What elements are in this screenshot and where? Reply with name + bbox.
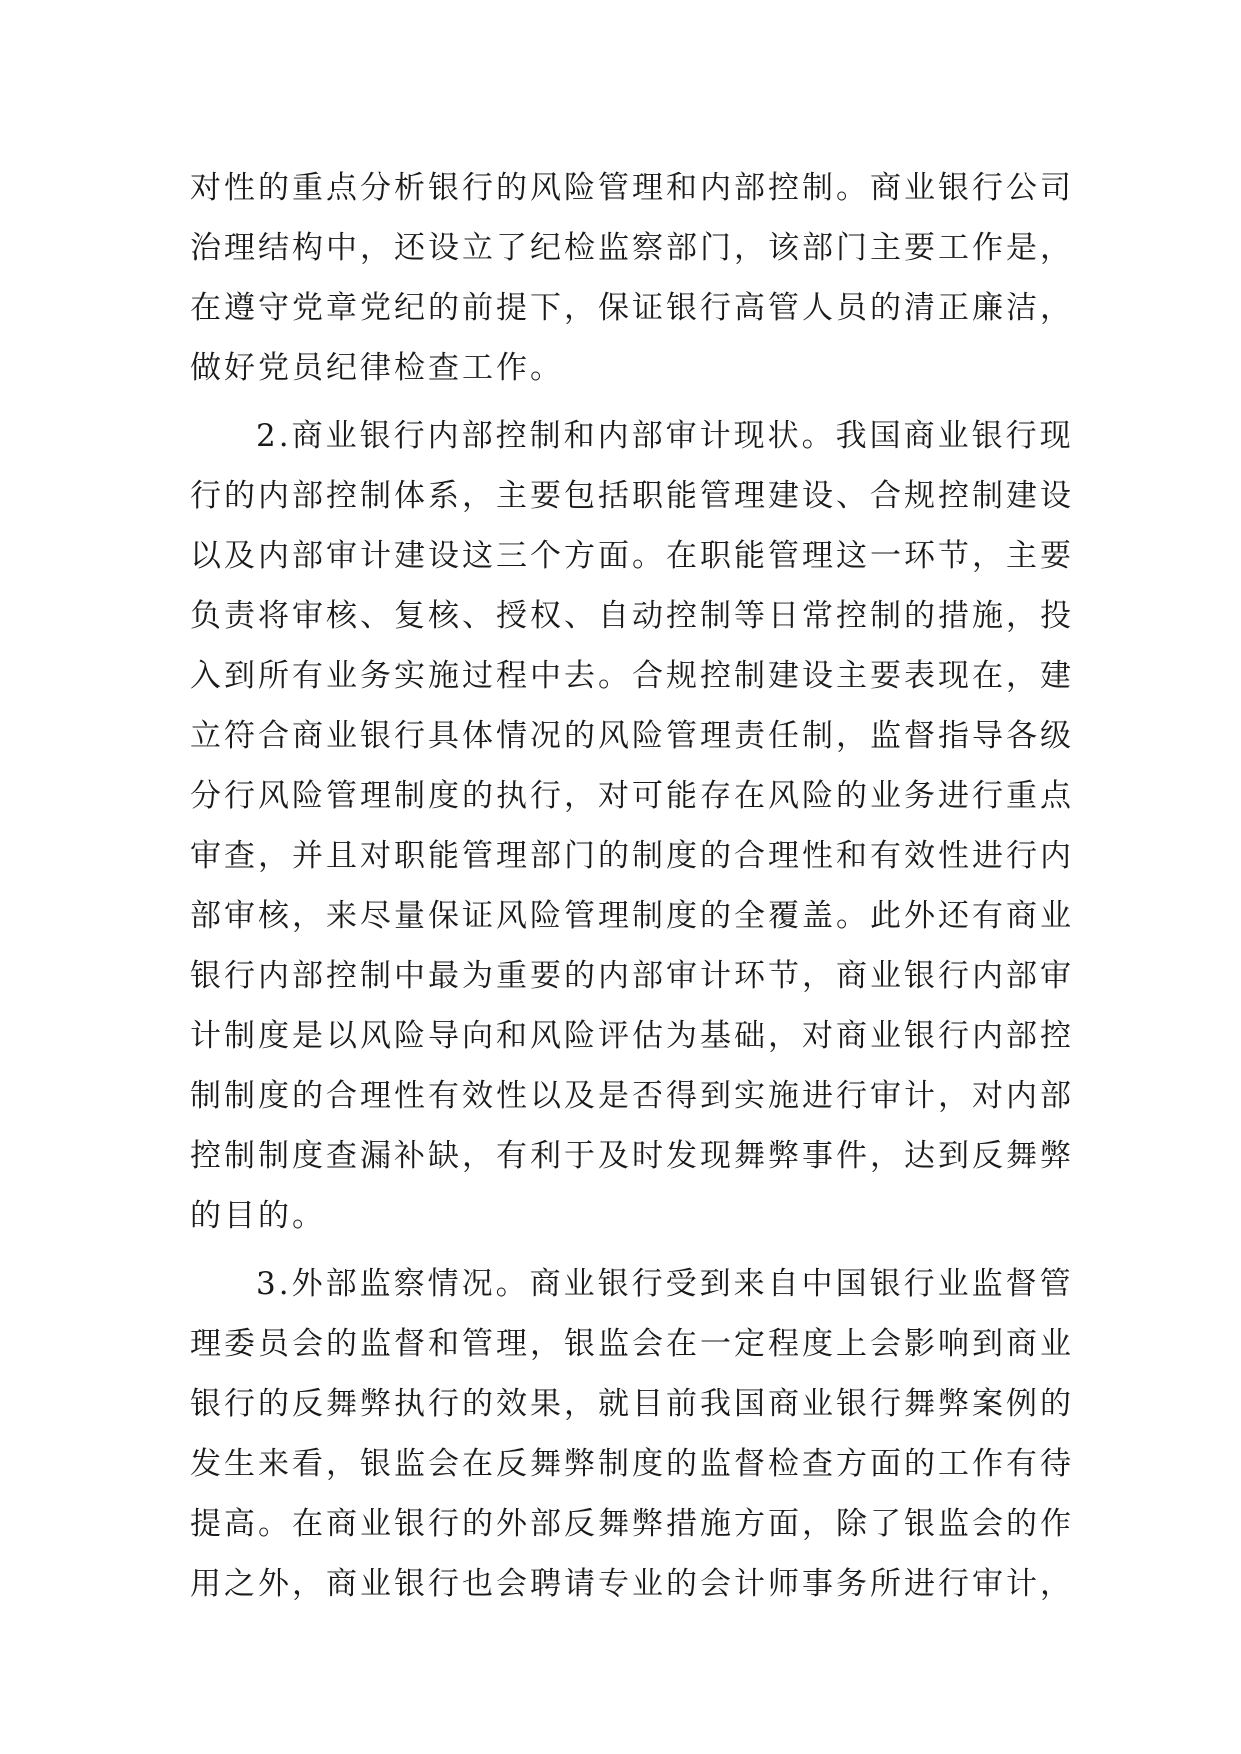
text-line: 的目的。 xyxy=(190,1198,326,1234)
text-line: 行的内部控制体系，主要包括职能管理建设、合规控制建设 xyxy=(190,478,1074,514)
document-body xyxy=(190,158,1074,1614)
text-line: 治理结构中，还设立了纪检监察部门，该部门主要工作是， xyxy=(190,230,1074,266)
paragraph-1 xyxy=(190,158,1074,398)
paragraph-3 xyxy=(190,1254,1074,1614)
text-line: 控制制度查漏补缺，有利于及时发现舞弊事件，达到反舞弊 xyxy=(190,1138,1074,1174)
text-line: 立符合商业银行具体情况的风险管理责任制，监督指导各级 xyxy=(190,718,1074,754)
text-line: 用之外，商业银行也会聘请专业的会计师事务所进行审计， xyxy=(190,1566,1074,1602)
text-line: 入到所有业务实施过程中去。合规控制建设主要表现在，建 xyxy=(190,658,1074,694)
text-line: 3.外部监察情况。商业银行受到来自中国银行业监督管 xyxy=(256,1266,1074,1302)
text-line: 做好党员纪律检查工作。 xyxy=(190,350,564,386)
text-line: 部审核，来尽量保证风险管理制度的全覆盖。此外还有商业 xyxy=(190,898,1074,934)
text-line: 负责将审核、复核、授权、自动控制等日常控制的措施，投 xyxy=(190,598,1074,634)
text-line: 银行的反舞弊执行的效果，就目前我国商业银行舞弊案例的 xyxy=(190,1386,1074,1422)
text-line: 提高。在商业银行的外部反舞弊措施方面，除了银监会的作 xyxy=(190,1506,1074,1542)
text-line: 2.商业银行内部控制和内部审计现状。我国商业银行现 xyxy=(256,418,1074,454)
text-line: 理委员会的监督和管理，银监会在一定程度上会影响到商业 xyxy=(190,1326,1074,1362)
text-line: 银行内部控制中最为重要的内部审计环节，商业银行内部审 xyxy=(190,958,1074,994)
text-line: 审查，并且对职能管理部门的制度的合理性和有效性进行内 xyxy=(190,838,1074,874)
text-line: 分行风险管理制度的执行，对可能存在风险的业务进行重点 xyxy=(190,778,1074,814)
paragraph-2 xyxy=(190,406,1074,1246)
text-line: 对性的重点分析银行的风险管理和内部控制。商业银行公司 xyxy=(190,170,1074,206)
text-line: 以及内部审计建设这三个方面。在职能管理这一环节，主要 xyxy=(190,538,1074,574)
text-line: 在遵守党章党纪的前提下，保证银行高管人员的清正廉洁， xyxy=(190,290,1074,326)
text-line: 制制度的合理性有效性以及是否得到实施进行审计，对内部 xyxy=(190,1078,1074,1114)
text-line: 发生来看，银监会在反舞弊制度的监督检查方面的工作有待 xyxy=(190,1446,1074,1482)
text-line: 计制度是以风险导向和风险评估为基础，对商业银行内部控 xyxy=(190,1018,1074,1054)
